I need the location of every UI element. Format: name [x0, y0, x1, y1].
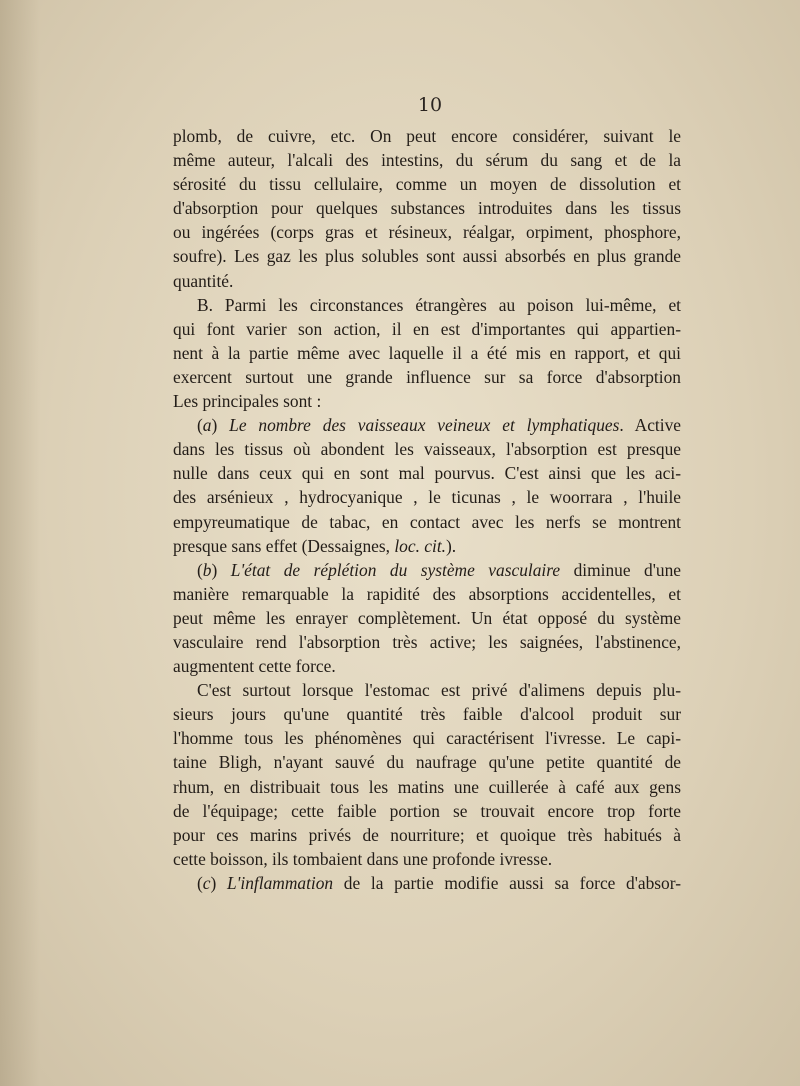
text-run: qui font varier son action, il en est d'importantes qui appartien- — [173, 318, 681, 339]
text-run: des arsénieux , hydrocyanique , le ticunas , le woorrara , l'huile — [173, 487, 681, 508]
text-line — [173, 534, 681, 558]
text-line — [173, 606, 681, 630]
text-run: l'homme tous les phénomènes qui caractérisent l'ivresse. Le capi- — [173, 728, 681, 749]
text-run: ou ingérées (corps gras et résineux, réalgar, orpiment, phosphore, — [173, 222, 681, 243]
italic-text: Le nombre des vaisseaux veineux et lymphatiques — [229, 415, 620, 436]
page-edge-shadow — [0, 0, 40, 1086]
text-line — [173, 702, 681, 726]
text-line — [173, 437, 681, 461]
text-line — [173, 172, 681, 196]
text-run: sieurs jours qu'une quantité très faible d'alcool produit sur — [173, 704, 681, 725]
text-line — [173, 244, 681, 268]
text-run: nent à la partie même avec laquelle il a été mis en rapport, et qui — [173, 342, 681, 363]
text-run: cette boisson, ils tombaient dans une profonde ivresse. — [173, 848, 553, 869]
text-run: sérosité du tissu cellulaire, comme un moyen de dissolution et — [173, 174, 681, 195]
italic-text: b — [202, 559, 212, 580]
text-run: empyreumatique de tabac, en contact avec les nerfs se montrent — [173, 511, 681, 532]
text-run: ) — [211, 415, 230, 436]
text-line — [173, 269, 681, 293]
text-run: ). — [446, 535, 457, 556]
page-number: 10 — [417, 94, 443, 116]
text-run: ) — [210, 872, 227, 893]
text-line — [173, 871, 681, 895]
text-line — [173, 630, 681, 654]
text-run: pour ces marins privés de nourriture; et quoique très habitués à — [173, 824, 681, 845]
text-run: ( — [197, 559, 203, 580]
text-line — [173, 461, 681, 485]
text-line — [173, 823, 681, 847]
text-run: de l'équipage; cette faible portion se trouvait encore trop forte — [173, 800, 681, 821]
text-line — [173, 124, 681, 148]
text-line — [173, 654, 681, 678]
text-run: de la partie modifie aussi sa force d'absor- — [333, 872, 681, 893]
text-run: diminue d'une — [560, 559, 681, 580]
text-run: presque sans effet (Dessaignes, — [173, 535, 395, 556]
italic-text: c — [202, 872, 211, 893]
text-run: exercent surtout une grande influence sur sa force d'absorption — [173, 366, 681, 387]
text-run: d'absorption pour quelques substances introduites dans les tissus — [173, 198, 681, 219]
text-run: soufre). Les gaz les plus solubles sont aussi absorbés en plus grande — [173, 246, 681, 267]
text-run: ( — [197, 415, 203, 436]
text-line — [173, 750, 681, 774]
text-line — [173, 726, 681, 750]
text-line — [173, 847, 681, 871]
text-line — [173, 799, 681, 823]
italic-text: L'état de réplétion du système vasculaire — [230, 559, 561, 580]
text-run: plomb, de cuivre, etc. On peut encore considérer, suivant le — [173, 126, 681, 146]
text-line — [173, 485, 681, 509]
text-line — [173, 148, 681, 172]
text-run: manière remarquable la rapidité des absorptions accidentelles, et — [173, 583, 681, 604]
text-run: Les principales sont : — [173, 391, 322, 412]
text-run: nulle dans ceux qui en sont mal pourvus. C'est ainsi que les aci- — [173, 463, 681, 484]
text-line — [173, 413, 681, 437]
body-text — [173, 124, 681, 895]
text-line — [173, 365, 681, 389]
text-run: B. Parmi les circonstances étrangères au poison lui-même, et — [197, 294, 681, 315]
text-line — [173, 196, 681, 220]
text-line — [173, 678, 681, 702]
text-run: même auteur, l'alcali des intestins, du sérum du sang et de la — [173, 150, 681, 171]
text-line — [173, 317, 681, 341]
italic-text: L'inflammation — [226, 872, 334, 893]
text-run: dans les tissus où abondent les vaisseaux, l'absorption est presque — [173, 439, 681, 460]
text-line — [173, 582, 681, 606]
text-run: taine Bligh, n'ayant sauvé du naufrage qu'une petite quantité de — [173, 752, 681, 773]
text-run: augmentent cette force. — [173, 656, 336, 677]
text-run: rhum, en distribuait tous les matins une cuillerée à café aux gens — [173, 776, 681, 797]
text-line — [173, 341, 681, 365]
text-line — [173, 510, 681, 534]
text-line — [173, 775, 681, 799]
text-line — [173, 558, 681, 582]
text-line — [173, 293, 681, 317]
italic-text: loc. cit. — [394, 535, 447, 556]
text-run: quantité. — [173, 270, 234, 291]
text-run: C'est surtout lorsque l'estomac est privé d'alimens depuis plu- — [197, 680, 681, 701]
text-run: vasculaire rend l'absorption très active; les saignées, l'abstinence, — [173, 631, 681, 652]
text-run: ( — [197, 872, 203, 893]
italic-text: a — [202, 415, 212, 436]
text-run: . Active — [619, 415, 681, 436]
text-line — [173, 389, 681, 413]
text-line — [173, 220, 681, 244]
text-run: ) — [211, 559, 231, 580]
text-run: peut même les enrayer complètement. Un état opposé du système — [173, 607, 681, 628]
